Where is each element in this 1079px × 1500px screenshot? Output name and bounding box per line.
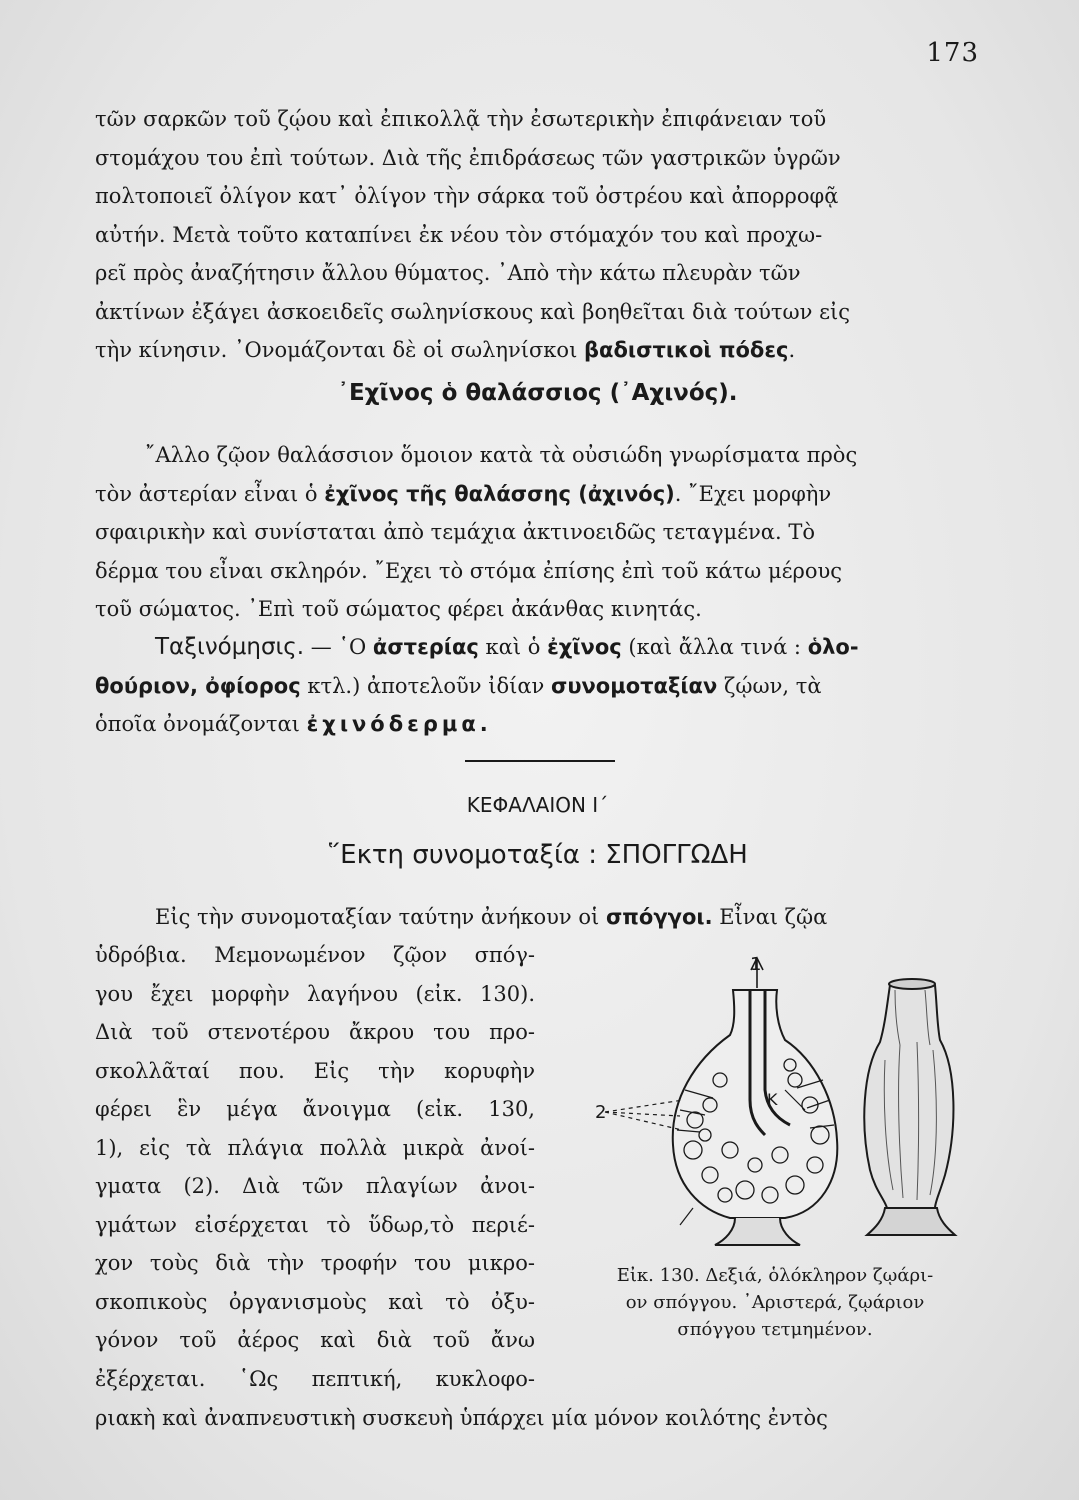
text-line: σφαιρικὴν καὶ συνίσταται ἀπὸ τεμάχια ἀκτινοειδῶς τεταγμένα. Τὸ (95, 520, 815, 544)
paragraph-classification (95, 628, 980, 744)
text-line: γματα (2). Διὰ τῶν πλαγίων ἀνοι- (95, 1174, 535, 1198)
text-line: γόνον τοῦ ἀέρος καὶ διὰ τοῦ ἄνω (95, 1328, 535, 1352)
paragraph-sponges-column (95, 936, 535, 1398)
term-holothurian: ὁλο- (807, 635, 859, 659)
figure-label-k: K (767, 1090, 778, 1109)
section-divider (465, 760, 615, 762)
text-span: ζῴων, τὰ (723, 673, 822, 698)
term-echinos: ἐχῖνος (547, 635, 622, 659)
paragraph-sea-urchin (95, 436, 980, 629)
text-line (95, 628, 980, 667)
caption-line: Εἰκ. 130. Δεξιά, ὁλόκληρον ζῳάρι- (616, 1265, 934, 1286)
text-line: ὑδρόβια. Μεμονωμένον ζῷον σπόγ- (95, 943, 535, 967)
chapter-title: ΚΕΦΑΛΑΙΟΝ Ι΄ (466, 793, 609, 817)
page-number: 173 (926, 38, 979, 68)
paragraph-starfish-continued (95, 100, 980, 370)
figure-caption (570, 1262, 980, 1343)
text-span: ὁποῖα ὀνομάζονται (95, 712, 300, 736)
text-line (95, 436, 980, 475)
section-heading-sea-urchin: ᾿Εχῖνος ὁ θαλάσσιος (᾿Αχινός). (337, 380, 738, 406)
term-sponges: σπόγγοι. (605, 905, 713, 929)
figure-label-2: 2 (595, 1102, 607, 1123)
term-asterias: ἀστερίας (372, 635, 479, 659)
term-walking-feet: βαδιστικοὶ πόδες (584, 338, 789, 362)
classification-label: Ταξινόμησις. (155, 634, 305, 660)
paragraph-sponges-intro (95, 898, 980, 937)
term-echinoderms: ἐχινόδερμα. (306, 712, 492, 736)
text-span: τὸν ἀστερίαν εἶναι ὁ (95, 481, 318, 506)
text-line: ρεῖ πρὸς ἀναζήτησιν ἄλλου θύματος. ᾿Απὸ τὴν κάτω πλευρὰν τῶν (95, 261, 801, 285)
text-line: τῶν σαρκῶν τοῦ ζῴου καὶ ἐπικολλᾷ τὴν ἐσωτερικὴν ἐπιφάνειαν τοῦ (95, 107, 827, 131)
text-span: — ῾Ο (304, 635, 367, 659)
term-phylum: συνομοταξίαν (550, 673, 718, 698)
text-span: Εἰς τὴν συνομοταξίαν ταύτην ἀνήκουν οἱ (155, 905, 600, 929)
text-span: . (788, 338, 796, 362)
paragraph-sponges-final (95, 1399, 980, 1438)
text-span: τὴν κίνησιν. ᾿Ονομάζονται δὲ οἱ σωληνίσκοι (95, 338, 578, 362)
text-line: γμάτων εἰσέρχεται τὸ ὕδωρ,τὸ περιέ- (95, 1212, 535, 1237)
text-line: γου ἔχει μορφὴν λαγήνου (εἰκ. 130). (95, 981, 535, 1006)
caption-line: ον σπόγγου. ᾿Αριστερά, ζῳάριον (625, 1292, 925, 1313)
text-line: σκολλᾶταί που. Εἰς τὴν κορυφὴν (95, 1058, 535, 1083)
text-span: ῎Αλλο ζῷον θαλάσσιον ὅμοιον κατὰ τὰ οὐσιώδη γνωρίσματα πρὸς (145, 443, 858, 467)
text-line: δέρμα του εἶναι σκληρόν. ῎Εχει τὸ στόμα ἐπίσης ἐπὶ τοῦ κάτω μέρους (95, 558, 842, 583)
text-span: κτλ.) ἀποτελοῦν ἰδίαν (307, 673, 545, 698)
sectioned-sponge-drawing (605, 958, 837, 1245)
text-line: ριακὴ καὶ ἀναπνευστικὴ συσκευὴ ὑπάρχει μία μόνον κοιλότης ἐντὸς (95, 1406, 828, 1430)
term-sea-urchin: ἐχῖνος τῆς θαλάσσης (ἀχινός) (324, 481, 675, 506)
text-line: τοῦ σώματος. ᾿Επὶ τοῦ σώματος φέρει ἀκάνθας κινητάς. (95, 597, 702, 621)
text-line: 1), εἰς τὰ πλάγια πολλὰ μικρὰ ἀνοί- (95, 1135, 535, 1160)
text-span: . ῎Εχει μορφὴν (674, 481, 832, 506)
figure-label-1: 1 (750, 954, 762, 975)
text-line: ἐξέρχεται. ῾Ως πεπτική, κυκλοφο- (95, 1366, 535, 1391)
sponge-figure (585, 950, 980, 1255)
text-line (95, 898, 980, 937)
text-line: ἀκτίνων ἐξάγει ἀσκοειδεῖς σωληνίσκους καὶ βοηθεῖται διὰ τούτων εἰς (95, 299, 850, 324)
text-line: πολτοποιεῖ ὀλίγον κατ᾽ ὀλίγον τὴν σάρκα τοῦ ὀστρέου καὶ ἀπορροφᾷ (95, 184, 839, 208)
chapter-subtitle: ῞Εκτη συνομοταξία : ΣΠΟΓΓΩΔΗ (327, 840, 748, 870)
text-span: καὶ ὁ (485, 635, 541, 659)
whole-sponge-drawing (864, 979, 955, 1235)
text-line: Διὰ τοῦ στενοτέρου ἄκρου του προ- (95, 1020, 535, 1044)
caption-line: σπόγγου τετμημένον. (677, 1319, 873, 1340)
text-line: στομάχου του ἐπὶ τούτων. Διὰ τῆς ἐπιδράσεως τῶν γαστρικῶν ὑγρῶν (95, 145, 841, 170)
text-line (95, 331, 980, 370)
text-line: σκοπικοὺς ὀργανισμοὺς καὶ τὸ ὀξυ- (95, 1289, 535, 1314)
text-line (95, 705, 980, 744)
text-line (95, 475, 980, 514)
text-line: αὐτήν. Μετὰ τοῦτο καταπίνει ἐκ νέου τὸν στόμαχόν του καὶ προχω- (95, 222, 823, 247)
text-span: Εἶναι ζῷα (719, 905, 828, 929)
text-line (95, 667, 980, 706)
term-holothurian-ophiura: θούριον, ὀφίορος (95, 673, 301, 698)
text-line: χον τοὺς διὰ τὴν τροφήν του μικρο- (95, 1251, 535, 1275)
text-span: (καὶ ἄλλα τινά : (628, 635, 802, 659)
text-line: φέρει ἓν μέγα ἄνοιγμα (εἰκ. 130, (95, 1097, 535, 1121)
